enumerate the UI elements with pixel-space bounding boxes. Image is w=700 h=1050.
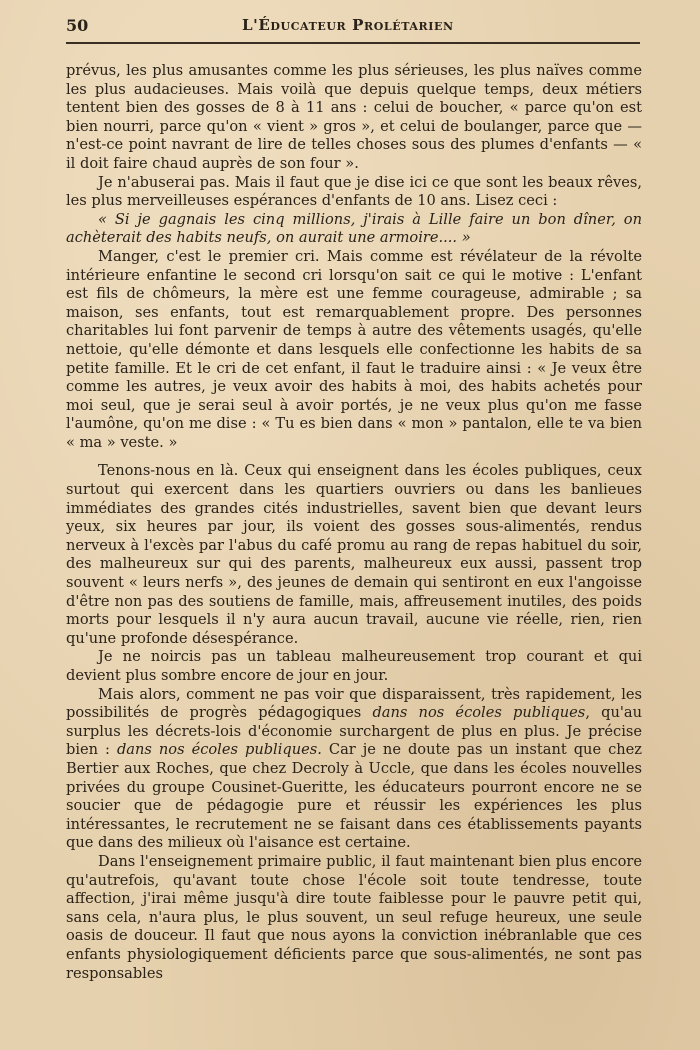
quote-text: « Si je gagnais les cinq millions, j'irais à Lille faire un bon dîner, on achèterait des habits neufs, on aurait une armoire.... » <box>66 210 642 247</box>
page-header <box>66 12 640 42</box>
paragraph: Je n'abuserai pas. Mais il faut que je dise ici ce que sont les beaux rêves, les plus merveilleuses espérances d'enfants de 10 ans. Lisez ceci : <box>66 173 642 210</box>
article-body <box>66 62 642 983</box>
emphasis-text: dans nos écoles publiques <box>372 704 586 722</box>
paragraph-text: Car je ne doute pas un instant que chez Bertier aux Roches, que chez Decroly à Uccle, que dans les écoles nouvelles privées du groupe Cousinet-Gueritte, les éducateurs pourront encore ne se soucier que de pédagogie pure et réussir les expériences les plus intéressantes, le recrutement ne se faisant dans ces établissements payants que dans des milieux où l'aisance est certaine. <box>66 741 642 852</box>
paragraph: prévus, les plus amusantes comme les plus sérieuses, les plus naïves comme les plus audacieuses. Mais voilà que depuis quelque temps, deux métiers tentent bien des gosses de 8 à 11 ans : celui de boucher, « parce qu'on est bien nourri, parce qu'on « vient » gros », et celui de boulanger, parce que — n'est-ce point navrant de lire de telles choses sous des plumes d'enfants — « il doit faire chaud auprès de son four ». <box>66 62 642 172</box>
paragraph: Tenons-nous en là. Ceux qui enseignent dans les écoles publiques, ceux surtout qui exercent dans les quartiers ouvriers ou dans les banlieues immédiates des grandes cités industrielles, savent bien que devant leurs yeux, six heures par jour, ils voient des gosses sous-alimentés, rendus nerveux à l'excès par l'abus du café promu au rang de repas habituel du soir, des malheureux sur qui des parents, malheureux eux aussi, passent trop souvent « leurs nerfs », des jeunes de demain qui sentiront en eux l'angoisse d'être non pas des soutiens de famille, mais, affreusement inutiles, des poids morts pour lesquels il n'y aura aucun travail, aucune vie réelle, rien, rien qu'une profonde désespérance. <box>66 462 642 647</box>
paragraph-text: Mais alors, comment ne pas voir que disparaissent, très rapidement, les possibilités de progrès pédagogiques <box>66 685 642 722</box>
paragraph-text: , qu'au surplus les décrets-lois d'économie surchargent de plus en plus. Je précise bien : <box>66 704 642 759</box>
header-rule <box>66 42 640 44</box>
emphasis-text: dans nos écoles publiques. <box>116 741 322 759</box>
page-number: 50 <box>66 16 89 35</box>
paragraph <box>66 686 642 853</box>
quote-paragraph <box>66 211 642 248</box>
paragraph: Manger, c'est le premier cri. Mais comme est révélateur de la révolte intérieure enfantine le second cri lorsqu'on sait ce qui le motive : L'enfant est fils de chômeurs, la mère est une femme courageuse, admirable ; sa maison, ses enfants, tout est remarquablement propre. Des personnes charitables lui font parvenir de temps à autre des vêtements usagés, qu'elle nettoie, qu'elle démonte et dans lesquels elle confectionne les habits de sa petite famille. Et le cri de cet enfant, il faut le traduire ainsi : « Je veux être comme les autres, je veux avoir des habits à moi, des habits achetés pour moi seul, que je serai seul à avoir portés, je ne veux plus qu'on me fasse l'aumône, qu'on me dise : « Tu es bien dans « mon » pantalon, elle te va bien « ma » veste. » <box>66 247 642 451</box>
paragraph: Je ne noircis pas un tableau malheureusement trop courant et qui devient plus sombre encore de jour en jour. <box>66 648 642 684</box>
paragraph: Dans l'enseignement primaire public, il faut maintenant bien plus encore qu'autrefois, qu'avant toute chose l'école soit toute tendresse, toute affection, j'irai même jusqu'à dire toute faiblesse pour le pauvre petit qui, sans cela, n'aura plus, le plus souvent, un seul refuge heureux, une seule oasis de douceur. Il faut que nous ayons la conviction inébranlable que ces enfants physiologiquement déficients parce que sous-alimentés, ne sont pas responsables <box>66 852 642 982</box>
running-title: L'Éducateur Prolétarien <box>242 16 454 34</box>
